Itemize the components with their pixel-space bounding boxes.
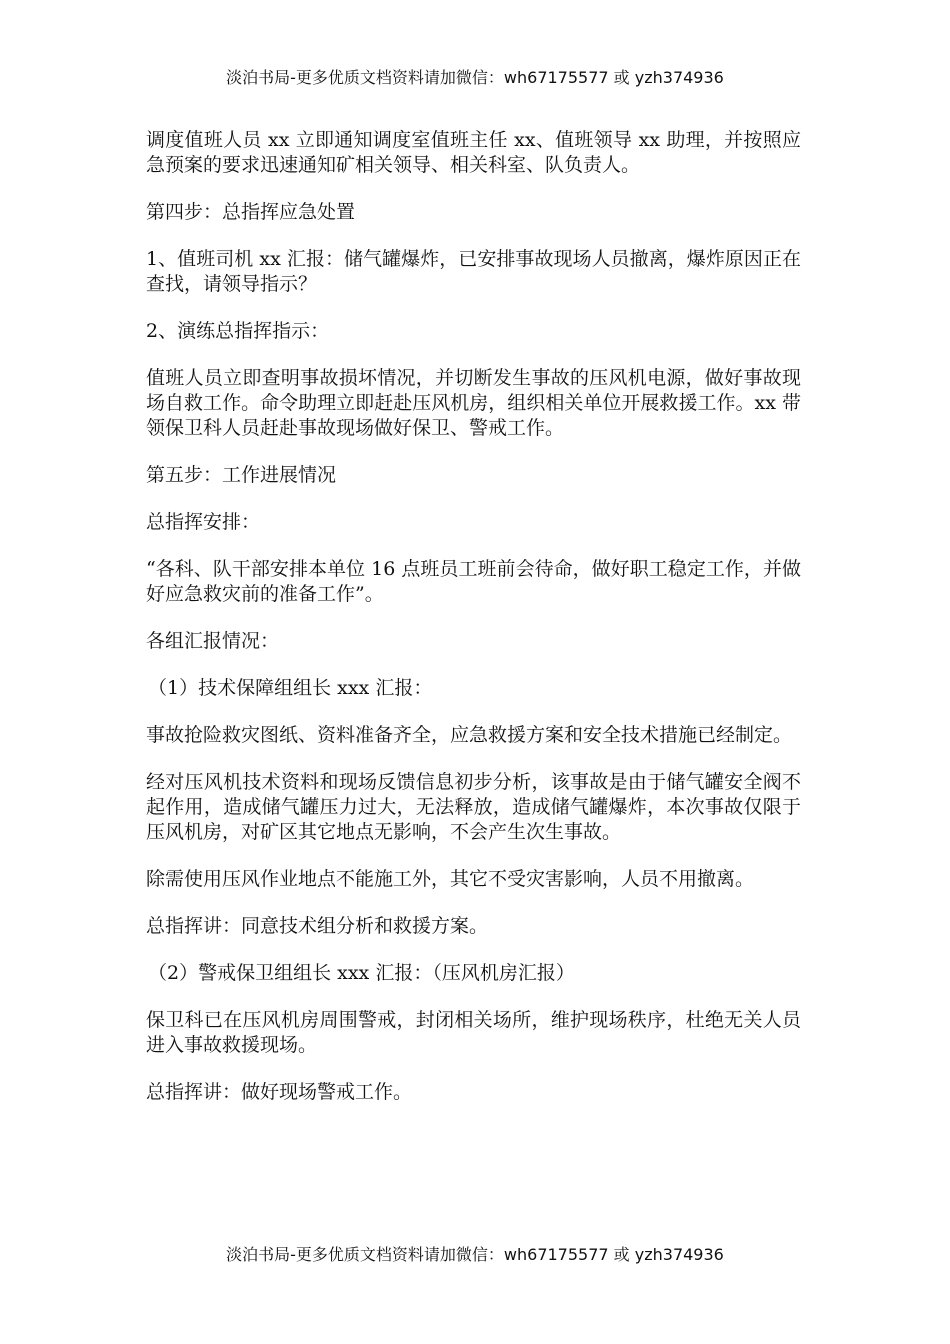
paragraph-tech-group-materials: 事故抢险救灾图纸、资料准备齐全，应急救援方案和安全技术措施已经制定。 (146, 724, 793, 746)
paragraph-commander-arrangement-label: 总指挥安排： (146, 511, 261, 533)
step-four-heading: 第四步：总指挥应急处置 (146, 201, 356, 223)
paragraph-commander-agree: 总指挥讲：同意技术组分析和救援方案。 (146, 915, 489, 937)
footer-watermark: 淡泊书局-更多优质文档资料请加微信：wh67175577 或 yzh374936 (226, 1245, 724, 1264)
document-body (146, 128, 801, 1127)
paragraph-group-reports-label: 各组汇报情况： (146, 630, 280, 652)
paragraph-tech-group-analysis: 经对压风机技术资料和现场反馈信息初步分析，该事故是由于储气罐安全阀不起作用，造成储气罐压力过大，无法释放，造成储气罐爆炸，本次事故仅限于压风机房，对矿区其它地点无影响，不会产生次生事故。 (146, 771, 801, 843)
paragraph-commander-security: 总指挥讲：做好现场警戒工作。 (146, 1081, 413, 1103)
header-watermark: 淡泊书局-更多优质文档资料请加微信：wh67175577 或 yzh374936 (226, 68, 724, 87)
paragraph-commander-instruction: 值班人员立即查明事故损坏情况，并切断发生事故的压风机电源，做好事故现场自救工作。命令助理立即赶赴压风机房，组织相关单位开展救援工作。xx 带领保卫科人员赶赴事故现场做好保卫、警戒工作。 (146, 367, 801, 439)
paragraph-commander-instruction-label: 2、演练总指挥指示： (146, 320, 330, 342)
paragraph-driver-report: 1、值班司机 xx 汇报：储气罐爆炸，已安排事故现场人员撤离，爆炸原因正在查找，请领导指示？ (146, 248, 801, 295)
paragraph-security-group-heading: （2）警戒保卫组组长 xxx 汇报：（压风机房汇报） (148, 962, 575, 984)
step-five-heading: 第五步：工作进展情况 (146, 464, 337, 486)
paragraph-dispatch-notice: 调度值班人员 xx 立即通知调度室值班主任 xx、值班领导 xx 助理，并按照应急预案的要求迅速通知矿相关领导、相关科室、队负责人。 (146, 129, 801, 176)
paragraph-security-group-report: 保卫科已在压风机房周围警戒，封闭相关场所，维护现场秩序，杜绝无关人员进入事故救援现场。 (146, 1009, 801, 1056)
paragraph-tech-group-impact: 除需使用压风作业地点不能施工外，其它不受灾害影响，人员不用撤离。 (146, 868, 755, 890)
paragraph-tech-group-heading: （1）技术保障组组长 xxx 汇报： (148, 677, 433, 699)
paragraph-commander-arrangement: “各科、队干部安排本单位 16 点班员工班前会待命，做好职工稳定工作，并做好应急救灾前的准备工作”。 (146, 558, 801, 605)
